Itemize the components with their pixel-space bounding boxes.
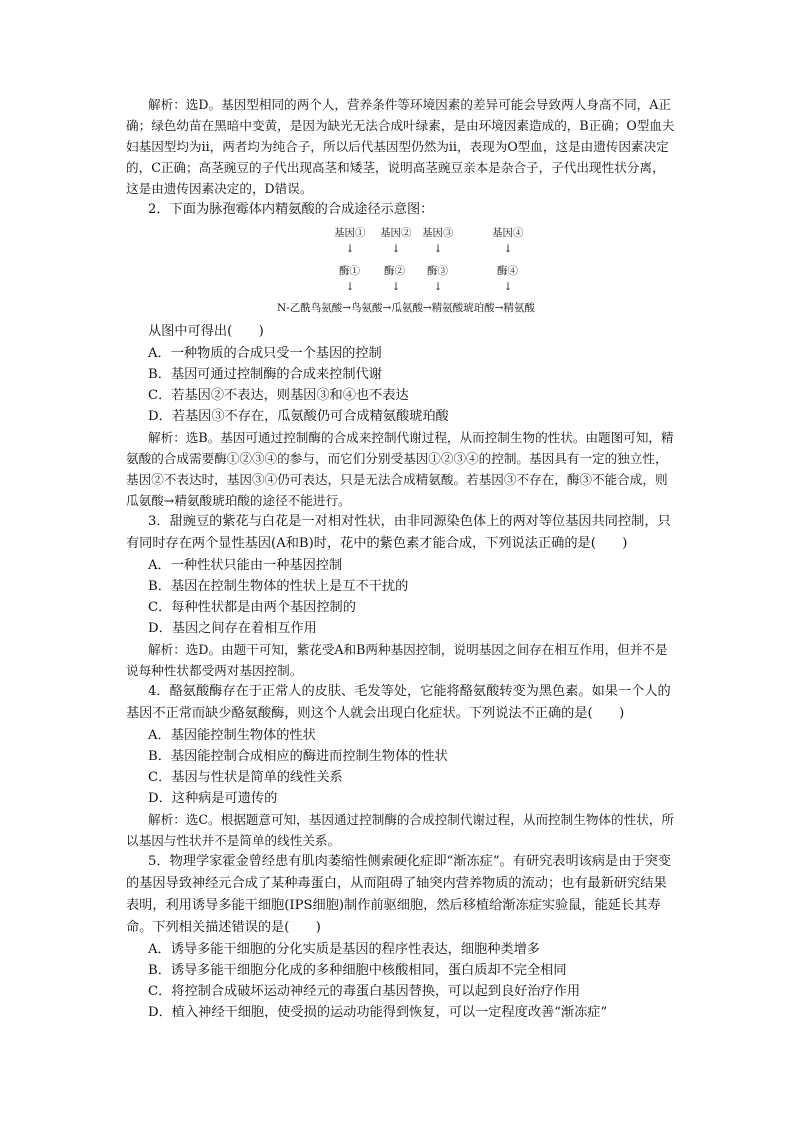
q5-option-d: D．植入神经干细胞，使受损的运动功能得到恢复，可以一定程度改善“渐冻症” <box>148 1005 608 1020</box>
enzyme-2-label: 酶② <box>384 265 405 277</box>
gene-2-label: 基因② <box>380 227 412 239</box>
q4-option-c: C．基因与性状是简单的线性关系 <box>148 770 343 785</box>
q4-analysis: 解析：选C。根据题意可知，基因通过控制酶的合成控制代谢过程，从而控制生物体的性状，所以基因与性状并不是简单的线性关系。 <box>126 812 674 848</box>
question-4 <box>126 681 676 851</box>
question-3 <box>126 511 676 681</box>
q3-option-a: A．一种性状只能由一种基因控制 <box>148 558 343 573</box>
arrow-down-icon: ↓ <box>503 243 513 255</box>
q3-option-c: C．每种性状都是由两个基因控制的 <box>148 600 356 615</box>
pathway-diagram <box>126 221 676 321</box>
q2-option-c: C．若基因②不表达，则基因③和④也不表达 <box>148 388 409 403</box>
question-5 <box>126 851 676 1023</box>
q5-option-b: B．诱导多能干细胞分化成的多种细胞中核酸相同，蛋白质却不完全相同 <box>148 963 567 978</box>
document-content <box>126 94 676 1023</box>
q2-option-a: A．一种物质的合成只受一个基因的控制 <box>148 346 382 361</box>
enzyme-3-label: 酶③ <box>427 265 448 277</box>
enzyme-4-label: 酶④ <box>497 265 518 277</box>
q5-stem: 5．物理学家霍金曾经患有肌肉萎缩性侧索硬化症即“渐冻症”。有研究表明该病是由于突变的基因导致神经元合成了某种毒蛋白，从而阻碍了轴突内营养物质的流动；也有最新研究结果表明，利用诱导多能干细胞(IPS细胞)制作前驱细胞，然后移植给渐冻症实验鼠，能延长其寿命。下列相关描述错误的是( ) <box>126 854 671 935</box>
arrow-down-icon: ↓ <box>345 243 355 255</box>
q2-stem: 2．下面为脉孢霉体内精氨酸的合成途径示意图： <box>148 202 434 217</box>
gene-1-label: 基因① <box>334 227 366 239</box>
q3-analysis: 解析：选D。由题干可知，紫花受A和B两种基因控制，说明基因之间存在相互作用，但并不是说每种性状都受两对基因控制。 <box>126 642 668 678</box>
q5-option-c: C．将控制合成破坏运动神经元的毒蛋白基因替换，可以起到良好治疗作用 <box>148 984 581 999</box>
q2-option-d: D．若基因③不存在，瓜氨酸仍可合成精氨酸琥珀酸 <box>148 409 449 424</box>
q2-analysis: 解析：选B。基因可通过控制酶的合成来控制代谢过程，从而控制生物的性状。由题图可知，精氨酸的合成需要酶①②③④的参与，而它们分别受基因①②③④的控制。基因具有一定的独立性，基因②不表达时，基因③④仍可表达，只是无法合成精氨酸。若基因③不存在，酶③不能合成，则瓜氨酸→精氨酸琥珀酸的途径不能进行。 <box>126 430 674 508</box>
gene-3-label: 基因③ <box>422 227 454 239</box>
pathway-chain: N-乙酰鸟氨酸→鸟氨酸→瓜氨酸→精氨酸琥珀酸→精氨酸 <box>277 302 535 314</box>
q4-option-d: D．这种病是可遗传的 <box>148 791 278 806</box>
q1-analysis: 解析：选D。基因型相同的两个人，营养条件等环境因素的差异可能会导致两人身高不同，A正确；绿色幼苗在黑暗中变黄，是因为缺光无法合成叶绿素，是由环境因素造成的，B正确；O型血夫妇基因型均为ii，两者均为纯合子，所以后代基因型仍然为ii，表现为O型血，这是由遗传因素决定的，C正确；高茎豌豆的子代出现高茎和矮茎，说明高茎豌豆亲本是杂合子，子代出现性状分离，这是由遗传因素决定的，D错误。 <box>126 97 675 196</box>
q3-option-d: D．基因之间存在着相互作用 <box>148 621 317 636</box>
arrow-down-icon: ↓ <box>345 281 355 293</box>
arrow-down-icon: ↓ <box>433 281 443 293</box>
q3-stem: 3．甜豌豆的紫花与白花是一对相对性状，由非同源染色体上的两对等位基因共同控制，只有同时存在两个显性基因(A和B)时，花中的紫色素才能合成，下列说法正确的是( ) <box>126 514 671 551</box>
arrow-down-icon: ↓ <box>503 281 513 293</box>
gene-4-label: 基因④ <box>492 227 524 239</box>
q2-prompt: 从图中可得出( ) <box>148 324 264 339</box>
q2-option-b: B．基因可通过控制酶的合成来控制代谢 <box>148 367 382 382</box>
q5-option-a: A．诱导多能干细胞的分化实质是基因的程序性表达，细胞种类增多 <box>148 942 540 957</box>
arrow-down-icon: ↓ <box>391 281 401 293</box>
q3-option-b: B．基因在控制生物体的性状上是互不干扰的 <box>148 579 409 594</box>
arrow-down-icon: ↓ <box>391 243 401 255</box>
q4-option-a: A．基因能控制生物体的性状 <box>148 728 316 743</box>
q4-stem: 4．酪氨酸酶存在于正常人的皮肤、毛发等处，它能将酪氨酸转变为黑色素。如果一个人的基因不正常而缺少酪氨酸酶，则这个人就会出现白化症状。下列说法不正确的是( ) <box>126 684 671 721</box>
question-2 <box>126 199 676 511</box>
enzyme-1-label: 酶① <box>339 265 360 277</box>
q4-option-b: B．基因能控制合成相应的酶进而控制生物体的性状 <box>148 749 448 764</box>
arrow-down-icon: ↓ <box>433 243 443 255</box>
